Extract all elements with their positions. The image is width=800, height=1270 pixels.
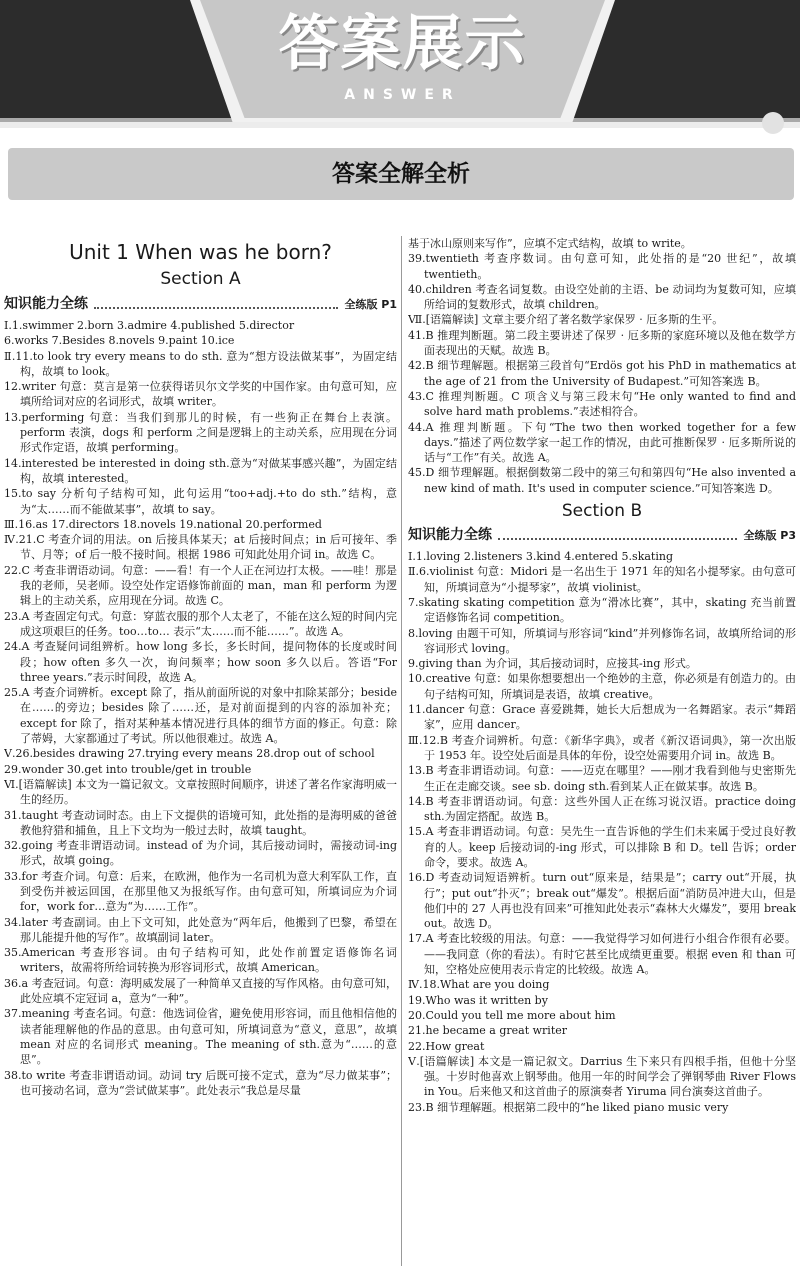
answer-paragraph: 39.twentieth 考查序数词。由句意可知，此处指的是“20 世纪”，故填 twentieth。 [408,252,796,281]
answer-paragraph: 8.loving 由题干可知，所填词与形容词“kind”并列修饰名词，故填所给词的形容词形式 loving。 [408,626,796,655]
answer-paragraph: Ⅳ.18.What are you doing [408,978,550,992]
answer-paragraph: 7.skating skating competition 意为“滑冰比赛”，其中，skating 充当前置定语修饰名词 competition。 [408,595,796,625]
answer-paragraph: 25.A 考查介词辨析。except 除了，指从前面所说的对象中扣除某部分；beside 在……的旁边；besides 除了……还，是对前面提到的内容的添加补充；except for 除了，指对某种基本情况进行具体的细节方面的修正。句意：除了蒂姆，大家都通过了考试。所以他很难过。故选 A。 [4,686,397,746]
answer-paragraph: Ⅲ.12.B 考查介词辨析。句意：《新华字典》，或者《新汉语词典》，第一次出版于 1953 年。设空处后面是具体的年份，设空处需要用介词 in。故选 B。 [408,733,796,762]
answer-paragraph: 14.interested be interested in doing sth.意为“对做某事感兴趣”，为固定结构，故填 interested。 [4,456,397,485]
answer-paragraph: 44.A 推理判断题。下句“The two then worked together for a few days.”描述了两位数学家一起工作的情况，由此可推断保罗 · 厄多斯所说的话与“工作”有关。故选 A。 [408,420,796,465]
answer-paragraph: 42.B 细节理解题。根据第三段首句“Erdös got his PhD in mathematics at the age of 21 from the University of Budapest.”可知答案选 B。 [408,359,796,388]
answer-paragraph: 13.performing 句意：当我们到那儿的时候，有一些狗正在舞台上表演。perform 表演，dogs 和 perform 之间是逻辑上的主动关系，应用现在分词形式作定语，故填 performing。 [4,410,397,455]
answer-paragraph: 14.B 考查非谓语动词。句意：这些外国人正在练习说汉语。practice doing sth.为固定搭配。故选 B。 [408,794,796,824]
section-header [8,148,794,200]
banner-subtitle: ANSWER [344,87,461,103]
page-corner-circle [762,112,784,134]
answer-paragraph: 6.works 7.Besides 8.novels 9.paint 10.ice [4,334,235,348]
answer-paragraph: Ⅲ.16.as 17.directors 18.novels 19.national 20.performed [4,517,322,531]
section-b-heading: Section B [561,501,643,522]
column-divider [401,236,402,1266]
answer-paragraph: 19.Who was it written by [408,993,548,1007]
answer-paragraph: 11.dancer 句意：Grace 喜爱跳舞，她长大后想成为一名舞蹈家。表示“舞蹈家”，应用 dancer。 [408,703,796,732]
knowledge-title: 知识能力全练 [4,296,88,313]
answer-paragraph: 31.taught 考查动词时态。由上下文提供的语境可知，此处指的是海明威的爸爸教他狩猎和捕鱼，且上下文均为一般过去时，故填 taught。 [4,808,397,837]
answer-paragraph: 基于冰山原则来写作”，应填不定式结构，故填 to write。 [408,237,692,250]
answer-paragraph: 34.later 考查副词。由上下文可知，此处意为“两年后，他搬到了巴黎，希望在那儿能提升他的写作”。故填副词 later。 [4,915,397,944]
answer-paragraph: 41.B 推理判断题。第二段主要讲述了保罗 · 厄多斯的家庭环境以及他在数学方面表现出的天赋。故选 B。 [408,328,796,358]
answer-paragraph: Ⅱ.6.violinist 句意：Midori 是一名出生于 1971 年的知名小提琴家。由句意可知，所填词意为“小提琴家”，故填 violinist。 [408,565,796,594]
right-answer-list-b [408,549,796,1115]
answer-paragraph: 9.giving than 为介词，其后接动词时，应接其-ing 形式。 [408,657,697,671]
answer-paragraph: 29.wonder 30.get into trouble/get in trouble [4,762,252,776]
answer-paragraph: 24.A 考查疑问词组辨析。how long 多长，多长时间，提问物体的长度或时间段；how often 多久一次，询问频率；how soon 多久以后。答语“For three years.”表示时间段，故选 A。 [4,640,397,684]
answer-paragraph: 15.to say 分析句子结构可知，此句运用“too+adj.+to do sth.”结构，意为“太……而不能做某事”，故填 to say。 [4,487,397,516]
banner-title: 答案展示 [278,9,527,79]
answer-paragraph: 13.B 考查非谓语动词。句意：——迈克在哪里？——刚才我看到他与史密斯先生正在走廊交谈。see sb. doing sth.看到某人正在做某事。故选 B。 [408,764,796,793]
answer-paragraph: Ⅵ.[语篇解读] 本文为一篇记叙文。文章按照时间顺序，讲述了著名作家海明威一生的经历。 [4,777,397,807]
answer-paragraph: 12.writer 句意：莫言是第一位获得诺贝尔文学奖的中国作家。由句意可知，应填所给词对应的名词形式，故填 writer。 [4,380,397,409]
unit-title: Unit 1 When was he born? [69,240,332,264]
answer-paragraph: 16.D 考查动词短语辨析。turn out“原来是，结果是”；carry out“开展，执行”；put out“扑灭”；break out“爆发”。根据后面“消防员冲进大山，但是他们中的 27 人再也没有回来”可推知此处表示“森林大火爆发”，要用 break out。故选 D。 [408,871,796,931]
dotted-leader [94,302,338,309]
answer-paragraph: 10.creative 句意：如果你想要想出一个绝妙的主意，你必须是有创造力的。由句子结构可知，所填词是表语，故填 creative。 [408,672,796,701]
answer-paragraph: 32.going 考查非谓语动词。instead of 为介词，其后接动词时，需接动词-ing 形式，故填 going。 [4,839,397,868]
knowledge-version-b: 全练版 P3 [743,529,796,543]
answer-paragraph: 35.American 考查形容词。由句子结构可知，此处作前置定语修饰名词 writers，故需将所给词转换为形容词形式，故填 American。 [4,946,397,975]
answer-paragraph: 21.he became a great writer [408,1024,568,1038]
answer-paragraph: 37.meaning 考查名词。句意：他选词俭省，避免使用形容词，而且他相信他的读者能理解他的作品的意思。由句意可知，所填词意为“意义，意思”，故填 mean 对应的名词形式 meaning。The meaning of sth.意为“……的意思”。 [4,1007,397,1067]
answer-banner [0,0,800,128]
dotted-leader-b [498,533,737,540]
left-column [4,236,397,1266]
answer-paragraph: 38.to write 考查非谓语动词。动词 try 后既可接不定式，意为“尽力做某事”；也可接动名词，意为“尝试做某事”。此处表示“我总是尽量 [4,1068,397,1097]
answer-paragraph: Ⅰ.1.loving 2.listeners 3.kind 4.entered 5.skating [408,550,673,564]
left-answer-list [4,318,397,1098]
section-a-heading: Section A [160,269,241,289]
answer-paragraph: 43.C 推理判断题。C 项含义与第三段末句“He only wanted to find and solve hard math problems.”表述相符合。 [408,389,796,419]
answer-paragraph: 45.D 细节理解题。根据倒数第二段中的第三句和第四句“He also invented a new kind of math. It's used in computer science.”可知答案选 D。 [408,466,796,495]
answer-paragraph: 15.A 考查非谓语动词。句意：吴先生一直告诉他的学生们未来属于受过良好教育的人。keep 后接动词的-ing 形式，可以排除 B 和 D。tell 告诉；order 命令，要求。故选 A。 [408,825,796,869]
answer-paragraph: 17.A 考查比较级的用法。句意：——我觉得学习如何进行小组合作很有必要。——我同意（你的看法）。有时它甚至比成绩更重要。根据 even 和 than 可知，空格处应使用表示肯定的比较级。故选 A。 [408,932,796,977]
right-answer-list-a [408,236,796,496]
knowledge-heading [4,294,397,316]
answer-paragraph: 23.A 考查固定句式。句意：穿蓝衣服的那个人太老了，不能在这么短的时间内完成这项艰巨的任务。too…to… 表示“太……而不能……”。故选 A。 [4,609,397,638]
answer-paragraph: Ⅴ.26.besides drawing 27.trying every means 28.drop out of school [4,747,375,761]
answer-paragraph: Ⅰ.1.swimmer 2.born 3.admire 4.published 5.director [4,319,295,332]
section-title: 答案全解全析 [332,161,470,187]
answer-paragraph: 33.for 考查介词。句意：后来，在欧洲，他作为一名司机为意大利军队工作，直到受伤并被运回国，在那里他又为报纸写作。由句意可知，所填词应为介词 for，work for…意为“为……工作”。 [4,869,397,914]
answer-paragraph: 22.How great [408,1039,485,1053]
answer-paragraph: Ⅱ.11.to look try every means to do sth. 意为“想方设法做某事”，为固定结构，故填 to look。 [4,349,397,378]
answer-paragraph: 20.Could you tell me more about him [408,1008,616,1022]
answer-paragraph: Ⅶ.[语篇解读] 文章主要介绍了著名数学家保罗 · 厄多斯的生平。 [408,313,724,327]
answer-paragraph: 36.a 考查冠词。句意：海明威发展了一种简单又直接的写作风格。由句意可知，此处应填不定冠词 a，意为“一种”。 [4,976,397,1006]
answer-paragraph: 22.C 考查非谓语动词。句意：——看！有一个人正在河边打太极。——哇！那是我的老师，吴老师。设空处作定语修饰前面的 man，man 和 perform 为逻辑上的主动关系，应用现在分词。故选 C。 [4,563,397,608]
knowledge-heading-b [408,525,796,547]
knowledge-title-b: 知识能力全练 [408,527,492,544]
answer-paragraph: Ⅴ.[语篇解读] 本文是一篇记叙文。Darrius 生下来只有四根手指，但他十分坚强。十岁时他喜欢上钢琴曲。他用一年的时间学会了弹钢琴曲 River Flows in You。后来他又和这首曲子的原演奏者 Yiruma 同台演奏这首曲子。 [408,1054,796,1099]
answer-paragraph: 23.B 细节理解题。根据第二段中的“he liked piano music very [408,1100,729,1114]
knowledge-version: 全练版 P1 [344,298,397,312]
answer-paragraph: Ⅳ.21.C 考查介词的用法。on 后接具体某天；at 后接时间点；in 后可接年、季节、月等；of 后一般不接时间。根据 1986 可知此处用介词 in。故选 C。 [4,533,397,562]
right-column [408,236,796,1266]
answer-paragraph: 40.children 考查名词复数。由设空处前的主语、be 动词均为复数可知，应填所给词的复数形式，故填 children。 [408,282,796,312]
